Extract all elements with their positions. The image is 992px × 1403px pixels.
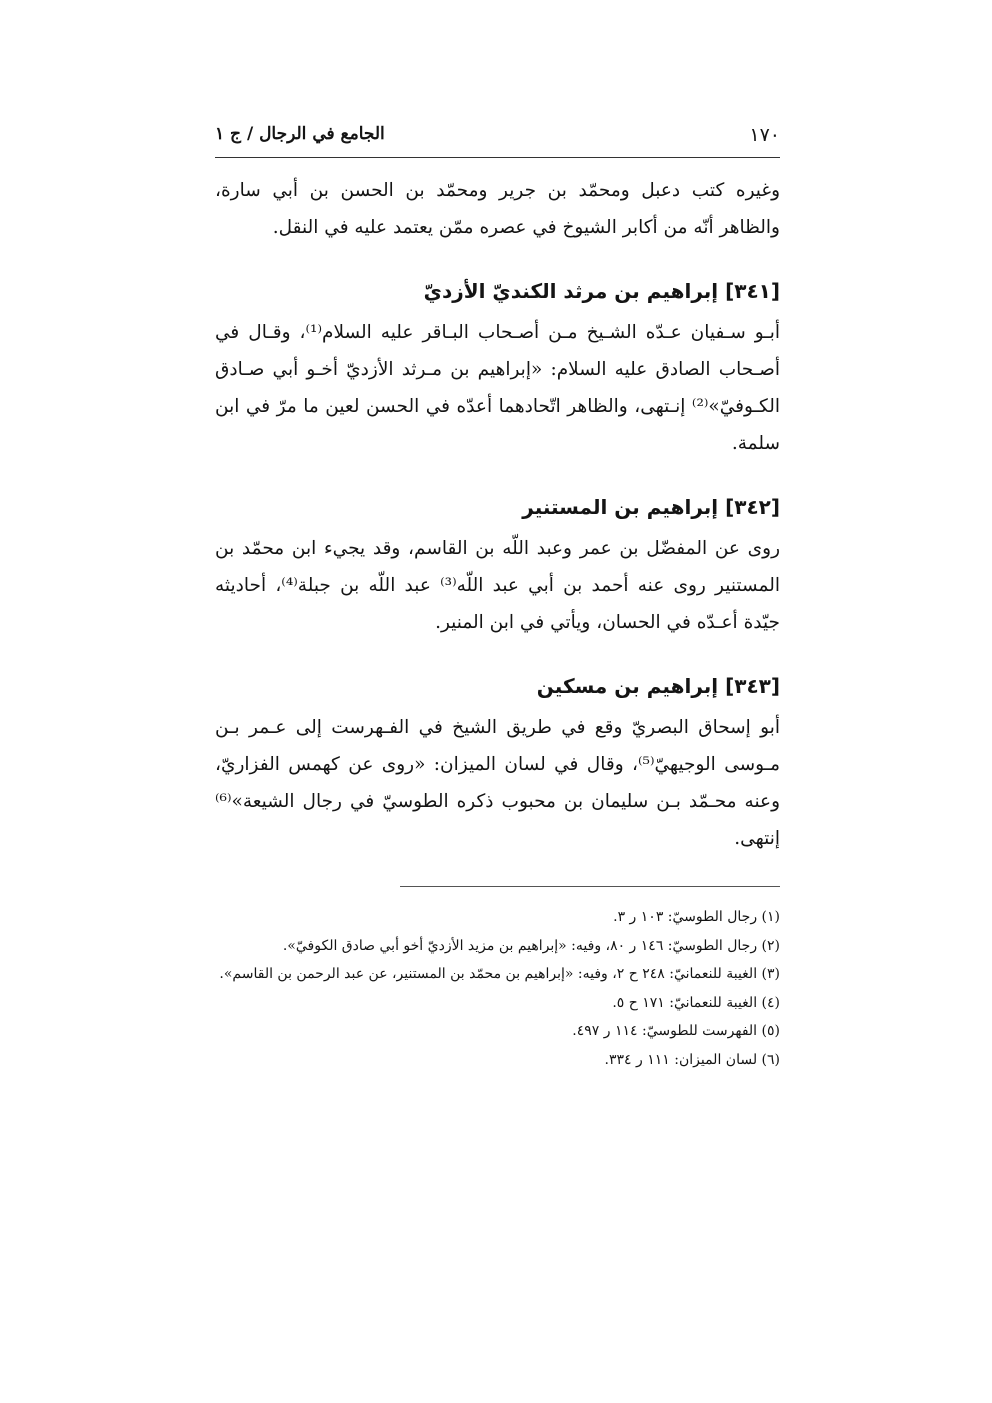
entry-heading-341: [٣٤١] إبراهيم بن مرثد الكنديّ الأزديّ <box>423 279 780 303</box>
page-header <box>215 118 780 158</box>
header-divider <box>215 157 780 158</box>
footnote-divider <box>400 886 780 887</box>
entry-text-341: أبـو سـفيان عـدّه الشـيخ مـن أصـحاب البـاقر عليه السلام⁽¹⁾، وقـال في أصـحاب الصادق عليه السلام: «إبراهيم بن مـرثد الأزديّ أخـو أبي صـادق الكـوفيّ»⁽²⁾ إنـتهى، والظاهر اتّحادهما أعدّه في الحسن لعين ما مرّ في ابن سلمة. <box>215 322 780 454</box>
entry-text-343: أبو إسحاق البصريّ وقع في طريق الشيخ في الفـهرست إلى عـمر بـن مـوسى الوجيهيّ⁽⁵⁾، وقال في لسان الميزان: «روى عن كهمس الفزاريّ، وعنه محـمّد بـن سليمان بن محبوب ذكره الطوسيّ في رجال الشيعة»⁽⁶⁾ إنتهى. <box>215 717 780 849</box>
footnote-3: (٣) الغيبة للنعمانيّ: ٢٤٨ ح ٢، وفيه: «إبراهيم بن محمّد بن المستنير، عن عبد الرحمن بن القاسم». <box>219 966 780 982</box>
running-title: الجامع في الرجال / ج ١ <box>215 124 385 144</box>
footnote-5: (٥) الفهرست للطوسيّ: ١١٤ ر ٤٩٧. <box>572 1023 780 1039</box>
footnote-1: (١) رجال الطوسيّ: ١٠٣ ر ٣. <box>613 909 780 925</box>
intro-paragraph: وغيره كتب دعبل ومحمّد بن جرير ومحمّد بن الحسن بن أبي سارة، والظاهر أنّه من أكابر الشيوخ في عصره ممّن يعتمد عليه في النقل. <box>215 180 780 238</box>
footnotes <box>215 903 780 1074</box>
entry-heading-342: [٣٤٢] إبراهيم بن المستنير <box>522 495 780 519</box>
main-text <box>215 172 780 857</box>
footnote-4: (٤) الغيبة للنعمانيّ: ١٧١ ح ٥. <box>612 994 780 1011</box>
page-number: ١٧٠ <box>749 124 780 146</box>
footnote-6: (٦) لسان الميزان: ١١١ ر ٣٣٤. <box>604 1051 780 1068</box>
entry-text-342: روى عن المفضّل بن عمر وعبد اللّه بن القاسم، وقد يجيء ابن محمّد بن المستنير روى عنه أحمد بن أبي عبد اللّه⁽³⁾ عبد اللّه بن جبلة⁽⁴⁾، أحاديثه جيّدة أعـدّه في الحسان، ويأتي في ابن المنير. <box>215 538 780 633</box>
footnote-2: (٢) رجال الطوسيّ: ١٤٦ ر ٨٠، وفيه: «إبراهيم بن مزيد الأزديّ أخو أبي صادق الكوفيّ». <box>282 937 780 954</box>
entry-heading-343: [٣٤٣] إبراهيم بن مسكين <box>536 674 780 698</box>
